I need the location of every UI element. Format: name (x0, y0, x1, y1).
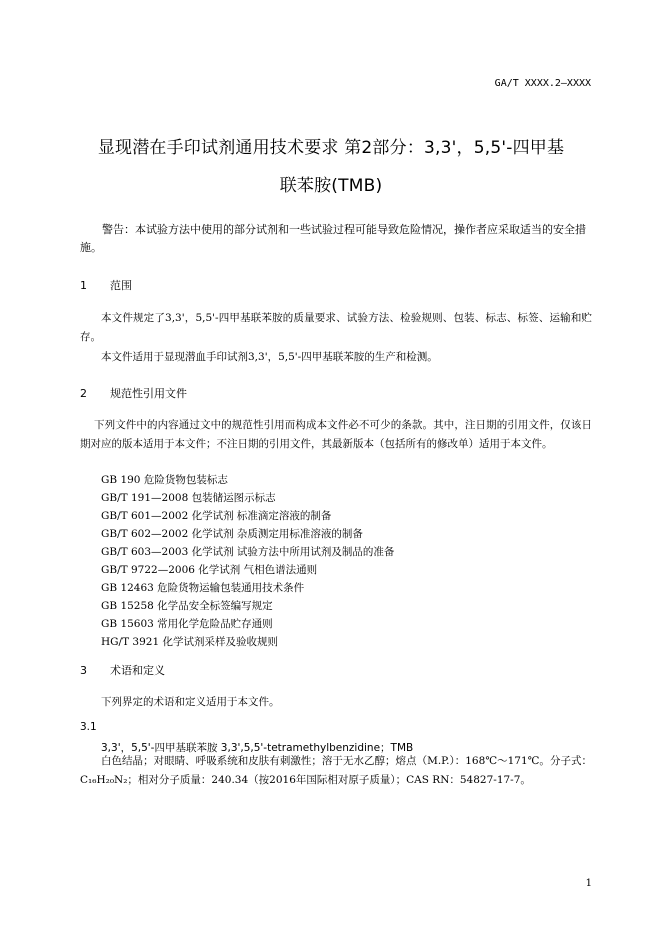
section-3-intro: 下列界定的术语和定义适用于本文件。 (101, 696, 280, 708)
document-title-line-1: 显现潜在手印试剂通用技术要求 第2部分：3,3'，5,5'-四甲基 (97, 138, 565, 158)
term-number: 3.1 (80, 721, 97, 733)
page-number: 1 (585, 878, 592, 889)
section-3-number: 3 (80, 664, 87, 677)
section-2-intro: 下列文件中的内容通过文中的规范性引用而构成本文件必不可少的条款。其中，注日期的引用文件，仅该日期对应的版本适用于本文件；不注日期的引用文件，其最新版本（包括所有的修改单）适用于本文件。 (80, 419, 592, 450)
reference-item: HG/T 3921 化学试剂采样及验收规则 (101, 636, 278, 648)
term-title: 3,3'，5,5'-四甲基联苯胺 3,3',5,5'-tetramethylbenzidine；TMB (101, 742, 414, 754)
reference-item: GB 12463 危险货物运输包装通用技术条件 (101, 582, 305, 594)
section-1-heading (80, 277, 132, 293)
reference-item: GB 15258 化学品安全标签编写规定 (101, 600, 273, 612)
reference-item: GB/T 601—2002 化学试剂 标准滴定溶液的制备 (101, 510, 332, 522)
reference-item: GB/T 603—2003 化学试剂 试验方法中所用试剂及制品的准备 (101, 546, 395, 558)
section-3-title: 术语和定义 (110, 664, 165, 677)
reference-item: GB/T 191—2008 包装储运图示标志 (101, 492, 276, 504)
section-1-number: 1 (80, 279, 87, 292)
warning-text: 警告：本试验方法中使用的部分试剂和一些试验过程可能导致危险情况，操作者应采取适当的安全措施。 (80, 223, 586, 254)
section-3-heading (80, 662, 165, 678)
section-1-paragraph-1: 本文件规定了3,3'，5,5'-四甲基联苯胺的质量要求、试验方法、检验规则、包装、标志、标签、运输和贮存。 (80, 312, 592, 343)
reference-item: GB 190 危险货物包装标志 (101, 474, 228, 486)
reference-item: GB 15603 常用化学危险品贮存通则 (101, 618, 273, 630)
standard-code: GA/T XXXX.2—XXXX (494, 78, 591, 89)
document-title-line-2: 联苯胺(TMB) (279, 176, 383, 196)
section-2-number: 2 (80, 387, 87, 400)
section-1-paragraph-2: 本文件适用于显现潜血手印试剂3,3'，5,5'-四甲基联苯胺的生产和检测。 (101, 351, 438, 363)
section-2-title: 规范性引用文件 (110, 387, 187, 400)
reference-item: GB/T 9722—2006 化学试剂 气相色谱法通则 (101, 564, 318, 576)
section-1-title: 范围 (110, 279, 132, 292)
term-definition: 白色结晶；对眼睛、呼吸系统和皮肤有刺激性；溶于无水乙醇；熔点（M.P.）：168℃～171℃。分子式：C₁₆H₂₀N₂；相对分子质量：240.34（按2016年国际相对原子质量）；CAS RN：54827-17-7。 (80, 755, 592, 786)
reference-item: GB/T 602—2002 化学试剂 杂质测定用标准溶液的制备 (101, 528, 363, 540)
section-2-heading (80, 385, 187, 401)
